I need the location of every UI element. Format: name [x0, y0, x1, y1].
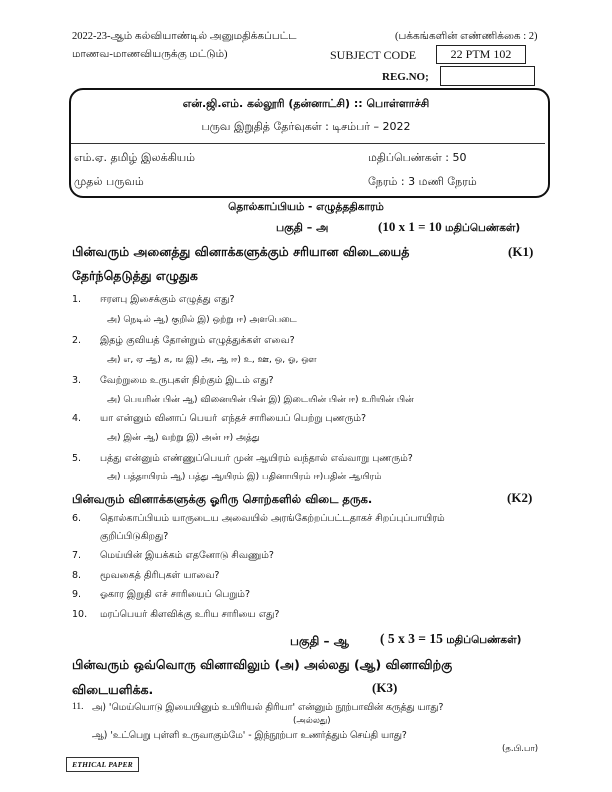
question-7-text: மெய்யின் இயக்கம் எதனோடு சிவணும்? [100, 550, 274, 561]
ethical-paper-stamp [66, 757, 139, 772]
question-8-text: மூவகைத் திரிபுகள் யாவை? [100, 570, 220, 581]
part-b-level-k3: (K3) [372, 680, 398, 695]
part-a-marks-suffix: மதிப்பெண்கள்) [445, 222, 521, 234]
question-11-number: 11. [72, 702, 84, 712]
question-9-number: 9. [72, 589, 82, 600]
page-count: (பக்கங்களின் எண்ணிக்கை : 2) [395, 31, 538, 42]
part-b-marks [380, 631, 521, 647]
question-11-or: (அல்லது) [293, 716, 331, 726]
part-b-instruction-line2: விடையளிக்க. [72, 682, 154, 697]
part-a-level-k2: (K2) [507, 490, 533, 505]
question-4-text: யா என்னும் வினாப் பெயா் எந்தச் சாரியைப் பெற்று புணரும்? [100, 413, 367, 424]
course-name: எம்.ஏ. தமிழ் இலக்கியம் [74, 151, 195, 164]
question-3-number: 3. [72, 375, 82, 386]
question-10-number: 10. [72, 609, 88, 620]
reg-no-label: REG.NO; [382, 71, 429, 83]
question-11b-text: ஆ) 'உட்பெறு புள்ளி உருவாகும்மே' - இந்நூற்பா உணர்த்தும் செய்தி யாது? [92, 730, 407, 741]
ethical-paper-text: ETHICAL PAPER [72, 760, 133, 769]
question-1-text: ஈரளபு இசைக்கும் எழுத்து எது? [100, 294, 235, 305]
part-a-instruction-line3: பின்வரும் வினாக்களுக்கு ஓரிரு சொற்களில் விடை தருக. [72, 492, 373, 506]
subject-code-value: 22 PTM 102 [450, 47, 512, 61]
question-2-text: இதழ் குவியத் தோன்றும் எழுத்துக்கள் எவை? [100, 335, 295, 346]
question-1-options: அ) நெடில் ஆ) குறில் இ) ஒற்று ஈ) அளபெடை [107, 315, 297, 325]
question-4-number: 4. [72, 413, 82, 424]
please-turn-over: (த.பி.பா) [502, 744, 539, 754]
question-10-text: மரப்பெயர் கிளவிக்கு உரிய சாரியை எது? [100, 609, 280, 620]
exam-duration: நேரம் : 3 மணி நேரம் [368, 175, 477, 188]
max-marks: மதிப்பெண்கள் : 50 [368, 151, 467, 164]
question-3-options: அ) பெயரின் பின் ஆ) வினையின் பின் இ) இடையின் பின் ஈ) உரியின் பின் [107, 395, 414, 405]
subject-code-box [436, 45, 526, 64]
question-6-text-cont: குறிப்பிடுகிறது? [100, 531, 169, 542]
part-b-title: பகுதி – ஆ [290, 634, 349, 648]
question-5-options: அ) பத்தாயிரம் ஆ) பத்து ஆயிரம் இ) பதினாயிரம் ஈ)பதின் ஆயிரம் [107, 472, 382, 482]
question-3-text: வேற்றுமை உருபுகள் நிற்கும் இடம் எது? [100, 375, 274, 386]
college-name: என்.ஜி.எம். கல்லூரி (தன்னாட்சி) :: பொள்ளாச்சி [182, 97, 430, 110]
part-a-title: பகுதி – அ [276, 221, 329, 234]
reg-no-field[interactable] [440, 66, 535, 86]
question-11a-text: அ) 'மெய்யொடு இயையினும் உயிரியல் திரியா' என்னும் நூற்பாவின் கருத்து யாது? [92, 702, 444, 713]
part-a-instruction-line2: தேர்ந்தெடுத்து எழுதுக [72, 268, 198, 283]
question-8-number: 8. [72, 570, 82, 581]
semester: முதல் பருவம் [74, 175, 144, 188]
question-5-number: 5. [72, 453, 82, 464]
paper-title: தொல்காப்பியம் - எழுத்ததிகாரம் [228, 201, 384, 213]
part-a-marks-formula: (10 x 1 = 10 [378, 219, 442, 234]
subject-code-label: SUBJECT CODE [330, 48, 417, 62]
part-b-marks-formula: ( 5 x 3 = 15 [380, 631, 443, 646]
question-7-number: 7. [72, 550, 82, 561]
part-b-marks-suffix: மதிப்பெண்கள்) [446, 634, 522, 646]
part-a-marks [378, 219, 520, 235]
question-9-text: ஓகார இறுதி எச் சாரியைப் பெறும்? [100, 589, 250, 600]
question-4-options: அ) இன் ஆ) வற்று இ) அன் ஈ) அத்து [107, 433, 260, 443]
part-a-level-k1: (K1) [508, 244, 534, 259]
question-5-text: பத்து என்னும் எண்ணுப்பெயர் முன் ஆயிரம் வந்தால் எவ்வாறு புணரும்? [100, 453, 413, 464]
part-b-instruction-line1: பின்வரும் ஒவ்வொரு வினாவிலும் (அ) அல்லது (ஆ) வினாவிற்கு [72, 657, 453, 672]
admission-note-line1: 2022-23-ஆம் கல்வியாண்டில் அனுமதிக்கப்பட்ட [72, 31, 297, 42]
question-6-text: தொல்காப்பியம் யாருடைய அவையில் அரங்கேற்றப்பட்டதாகச் சிறப்புப்பாயிரம் [100, 513, 445, 524]
header-divider [71, 143, 545, 144]
question-2-number: 2. [72, 335, 82, 346]
question-6-number: 6. [72, 513, 82, 524]
part-a-instruction-line1: பின்வரும் அனைத்து வினாக்களுக்கும் சரியான விடையைத் [72, 244, 410, 259]
admission-note-line2: மாணவ-மாணவியருக்கு மட்டும்) [72, 49, 228, 60]
exam-title: பருவ இறுதித் தேர்வுகள் : டிசம்பர் – 2022 [201, 120, 411, 133]
question-2-options: அ) எ, ஏ ஆ) க, ங இ) அ, ஆ ஈ) உ, ஊ, ஒ, ஓ, ஔ [107, 355, 317, 365]
question-1-number: 1. [72, 294, 82, 305]
